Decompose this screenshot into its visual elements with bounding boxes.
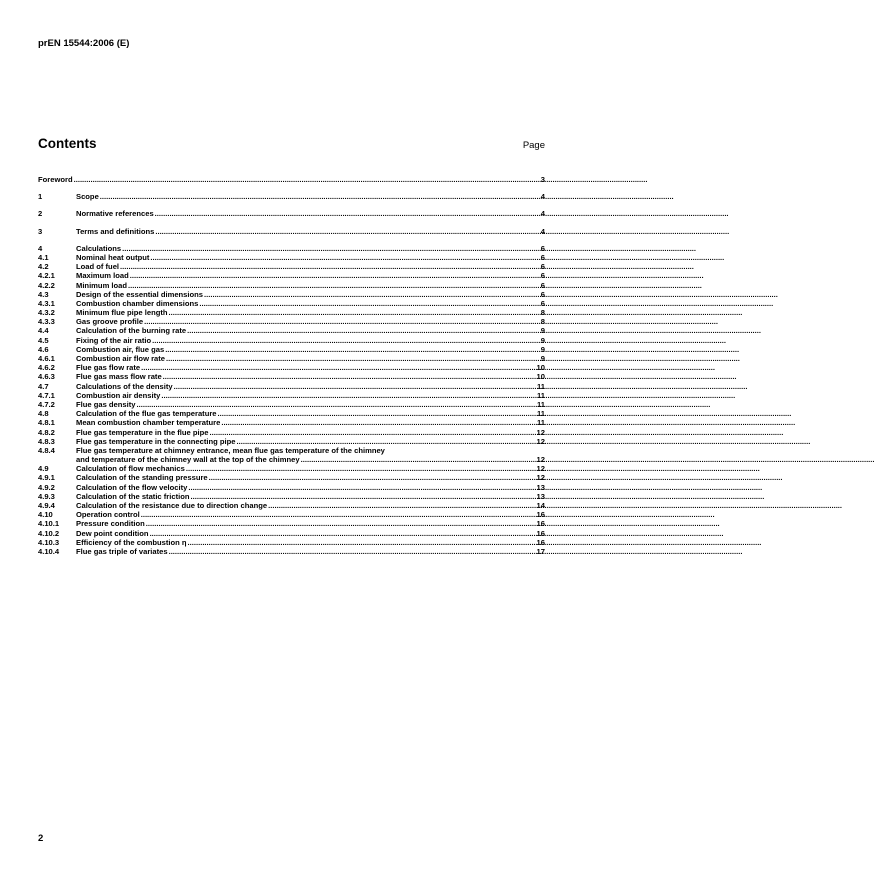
toc-entry-title: Flue gas flow rate	[76, 363, 141, 373]
toc-entry-number: 4.7.1	[38, 390, 55, 400]
toc-entry-page: 16	[536, 519, 545, 529]
dot-leader	[146, 519, 536, 528]
toc-entry-page: 6	[540, 243, 545, 253]
toc-entry[interactable]	[38, 428, 545, 437]
dot-leader	[186, 464, 536, 473]
toc-entry-page: 10	[536, 372, 545, 382]
toc-entry-number: 4.6.1	[38, 354, 55, 363]
toc-entry[interactable]	[38, 529, 545, 538]
toc-entry[interactable]	[38, 336, 545, 345]
toc-entry-page: 6	[540, 280, 545, 290]
dot-leader	[144, 317, 540, 326]
toc-entry-number: 4.9.3	[38, 491, 55, 501]
toc-entry-number: 4.3.1	[38, 298, 55, 308]
toc-entry-title: Flue gas temperature at chimney entrance, mean flue gas temperature of the chimney	[76, 445, 385, 455]
toc-entry-title: Calculation of the static friction	[76, 491, 190, 501]
dot-leader	[152, 336, 540, 345]
toc-entry[interactable]	[38, 483, 545, 492]
dot-leader	[210, 428, 536, 437]
toc-entry-title: Dew point condition	[76, 528, 149, 538]
toc-entry-page: 9	[540, 335, 545, 345]
dot-leader	[161, 391, 536, 400]
toc-entry-number: 4.8.3	[38, 436, 55, 446]
dot-leader	[120, 262, 540, 271]
toc-entry[interactable]	[38, 400, 545, 409]
toc-entry[interactable]	[38, 501, 545, 510]
toc-entry-number: 3	[38, 226, 43, 236]
toc-entry-page: 16	[536, 528, 545, 538]
dot-leader	[155, 227, 539, 236]
toc-entry-title: Design of the essential dimensions	[76, 289, 204, 299]
toc-entry-page: 12	[536, 436, 545, 446]
toc-entry-number: 4.4	[38, 326, 49, 336]
dot-leader	[150, 529, 536, 538]
toc-entry-page: 6	[540, 262, 545, 272]
dot-leader	[130, 271, 540, 280]
dot-leader	[163, 372, 536, 381]
dot-leader	[221, 418, 536, 427]
toc-entry[interactable]	[38, 464, 545, 473]
toc-entry-title: Combustion air density	[76, 390, 161, 400]
dot-leader	[169, 547, 536, 556]
toc-entry-title: Calculation of the burning rate	[76, 326, 187, 336]
dot-leader	[209, 473, 536, 482]
toc-entry-title-continued: and temperature of the chimney wall at the top of the chimney	[76, 455, 300, 465]
toc-entry-number: 4.8.2	[38, 427, 55, 437]
toc-entry-number: 4.5	[38, 335, 49, 345]
toc-entry[interactable]	[38, 409, 545, 418]
toc-entry-title: Flue gas density	[76, 399, 136, 409]
toc-entry-number: 4.3.2	[38, 308, 55, 318]
toc-entry-number: 4.10.3	[38, 537, 60, 547]
toc-entry[interactable]	[38, 372, 545, 381]
dot-leader	[155, 209, 540, 218]
toc-entry-title: Fixing of the air ratio	[76, 335, 152, 345]
dot-leader	[166, 354, 540, 363]
toc-entry-title: Minimum load	[76, 280, 128, 290]
toc-entry-title: Pressure condition	[76, 519, 145, 529]
toc-entry-title: Calculation of flow mechanics	[76, 464, 185, 474]
toc-entry-page: 6	[540, 289, 545, 299]
toc-entry-number: 4.3	[38, 289, 49, 299]
toc-entry-number: 4.7	[38, 381, 49, 391]
toc-entry-page: 13	[536, 491, 545, 501]
toc-entry-title: Flue gas triple of variates	[76, 546, 168, 556]
toc-entry-number: 2	[38, 209, 43, 219]
dot-leader	[187, 326, 540, 335]
toc-entry-title: Foreword	[38, 175, 73, 184]
toc-entry-number: 4.2	[38, 262, 49, 272]
toc-entry[interactable]	[38, 244, 545, 253]
toc-entry[interactable]	[38, 192, 545, 201]
toc-entry-page: 12	[536, 455, 545, 465]
toc-entry[interactable]	[38, 253, 545, 262]
toc-entry[interactable]	[38, 290, 545, 299]
toc-entry-title: Combustion air flow rate	[76, 354, 166, 363]
toc-entry[interactable]	[38, 473, 545, 482]
toc-entry-title: Calculations	[76, 243, 122, 253]
toc-entry-title: Flue gas temperature in the connecting pipe	[76, 436, 236, 446]
toc-entry-page: 12	[536, 464, 545, 474]
toc-entry-title: Combustion chamber dimensions	[76, 298, 199, 308]
toc-entry[interactable]	[38, 317, 545, 326]
toc-entry[interactable]	[38, 363, 545, 372]
toc-entry-number: 4.9.1	[38, 473, 55, 483]
toc-entry[interactable]	[38, 492, 545, 501]
toc-entry-number: 1	[38, 192, 43, 202]
toc-entry[interactable]	[38, 391, 545, 400]
toc-entry[interactable]	[38, 418, 545, 427]
toc-entry-number: 4.9.4	[38, 501, 55, 510]
dot-leader	[204, 290, 540, 299]
dot-leader	[122, 244, 540, 253]
toc-entry-number: 4.2.2	[38, 280, 55, 290]
toc-entry[interactable]	[38, 299, 545, 308]
toc-entry-title: Gas groove profile	[76, 317, 144, 327]
toc-entry-page: 9	[540, 326, 545, 336]
toc-entry-number: 4.9.2	[38, 482, 55, 492]
dot-leader	[301, 455, 536, 464]
toc-entry-title: Terms and definitions	[76, 226, 155, 236]
toc-entry-page: 12	[536, 427, 545, 437]
toc-entry-page: 14	[536, 501, 545, 510]
toc-entry[interactable]	[38, 510, 545, 519]
dot-leader	[141, 510, 536, 519]
dot-leader	[218, 409, 536, 418]
toc-entry-title: Normative references	[76, 209, 154, 219]
toc-entry-page: 6	[540, 271, 545, 281]
toc-entry-page: 17	[536, 546, 545, 556]
page-column-label: Page	[522, 140, 545, 151]
toc-entry-page: 16	[536, 510, 545, 520]
dot-leader	[237, 437, 536, 446]
toc-entry[interactable]	[38, 519, 545, 528]
toc-entry-page: 8	[540, 317, 545, 327]
toc-entry-number: 4.8.1	[38, 418, 55, 428]
toc-entry[interactable]	[38, 354, 545, 363]
toc-entry-title: Maximum load	[76, 271, 129, 281]
toc-entry[interactable]	[38, 209, 545, 218]
toc-entry-page: 8	[540, 308, 545, 318]
dot-leader	[150, 253, 539, 262]
toc-entry-title: Calculation of the resistance due to direction change	[76, 501, 268, 510]
contents-heading: Contents	[38, 136, 97, 151]
toc-entry-number: 4.3.3	[38, 317, 55, 327]
toc-entry[interactable]	[38, 326, 545, 335]
dot-leader	[188, 483, 535, 492]
toc-entry-title: Flue gas temperature in the flue pipe	[76, 427, 209, 437]
toc-entry-title: Scope	[76, 192, 99, 202]
toc-entry-title: Efficiency of the combustion η	[76, 537, 187, 547]
dot-leader	[268, 501, 535, 510]
toc-entry-page: 3	[540, 175, 545, 184]
toc-entry-title: Combustion air, flue gas	[76, 344, 165, 354]
toc-entry[interactable]	[38, 547, 545, 556]
toc-entry[interactable]	[38, 175, 545, 184]
toc-entry-number: 4.6.2	[38, 363, 55, 373]
toc-entry-number: 4.10.4	[38, 546, 60, 556]
toc-entry-title: Nominal heat output	[76, 252, 150, 262]
toc-entry[interactable]	[38, 382, 545, 391]
toc-entry-number: 4.10.2	[38, 528, 60, 538]
dot-leader	[128, 281, 540, 290]
dot-leader	[141, 363, 535, 372]
toc-entry-number: 4.1	[38, 252, 49, 262]
toc-entry-number: 4.6	[38, 344, 49, 354]
toc-entry-page: 6	[540, 252, 545, 262]
toc-entry-title: Calculation of the standing pressure	[76, 473, 208, 483]
page-number: 2	[38, 833, 44, 844]
toc-entry-number: 4.6.3	[38, 372, 55, 382]
toc-entry-number: 4.2.1	[38, 271, 55, 281]
dot-leader	[137, 400, 536, 409]
toc-entry-number: 4.7.2	[38, 399, 55, 409]
toc-entry-continuation[interactable]	[38, 455, 545, 464]
toc-entry[interactable]	[38, 345, 545, 354]
toc-entry-page: 10	[536, 363, 545, 373]
toc-entry-page: 13	[536, 482, 545, 492]
toc-entry-page: 11	[536, 390, 545, 400]
toc-entry-page: 12	[536, 473, 545, 483]
toc-entry-page: 11	[536, 418, 545, 428]
dot-leader	[169, 308, 540, 317]
toc-entry-page: 4	[540, 226, 545, 236]
toc-entry-page: 16	[536, 537, 545, 547]
toc-entry-title: Flue gas mass flow rate	[76, 372, 162, 382]
toc-entry-page: 9	[540, 354, 545, 363]
toc-entry[interactable]	[38, 262, 545, 271]
toc-entry[interactable]	[38, 227, 545, 236]
dot-leader	[199, 299, 539, 308]
toc-entry[interactable]	[38, 437, 545, 446]
toc-entry-page: 9	[540, 344, 545, 354]
toc-entry-page: 11	[536, 409, 545, 419]
toc-entry-number: 4.8	[38, 409, 49, 419]
dot-leader	[74, 175, 540, 184]
document-id: prEN 15544:2006 (E)	[38, 38, 130, 49]
toc-entry-number: 4.10.1	[38, 519, 60, 529]
dot-leader	[174, 382, 536, 391]
toc-entry-title: Calculation of the flow velocity	[76, 482, 188, 492]
toc-entry-page: 4	[540, 192, 545, 202]
toc-entry-page: 11	[536, 381, 545, 391]
toc-entry-page: 11	[536, 399, 545, 409]
dot-leader	[191, 492, 536, 501]
toc-entry-title: Mean combustion chamber temperature	[76, 418, 221, 428]
toc-entry[interactable]	[38, 308, 545, 317]
toc-entry-title: Minimum flue pipe length	[76, 308, 168, 318]
toc-entry-title: Calculation of the flue gas temperature	[76, 409, 217, 419]
toc-entry-title: Load of fuel	[76, 262, 120, 272]
toc-entry-title: Calculations of the density	[76, 381, 173, 391]
toc-entry-title: Operation control	[76, 510, 140, 520]
dot-leader	[188, 538, 536, 547]
toc-entry-number: 4.8.4	[38, 445, 55, 455]
toc-entry[interactable]	[38, 538, 545, 547]
toc-entry-page: 4	[540, 209, 545, 219]
toc-entry-number: 4.10	[38, 510, 53, 520]
toc-entry[interactable]	[38, 281, 545, 290]
toc-entry-number: 4.9	[38, 464, 49, 474]
dot-leader	[100, 192, 540, 201]
toc-entry-page: 6	[540, 298, 545, 308]
dot-leader	[165, 345, 540, 354]
toc-entry[interactable]	[38, 446, 545, 455]
toc-entry[interactable]	[38, 271, 545, 280]
toc-entry-number: 4	[38, 243, 43, 253]
table-of-contents	[38, 175, 545, 556]
